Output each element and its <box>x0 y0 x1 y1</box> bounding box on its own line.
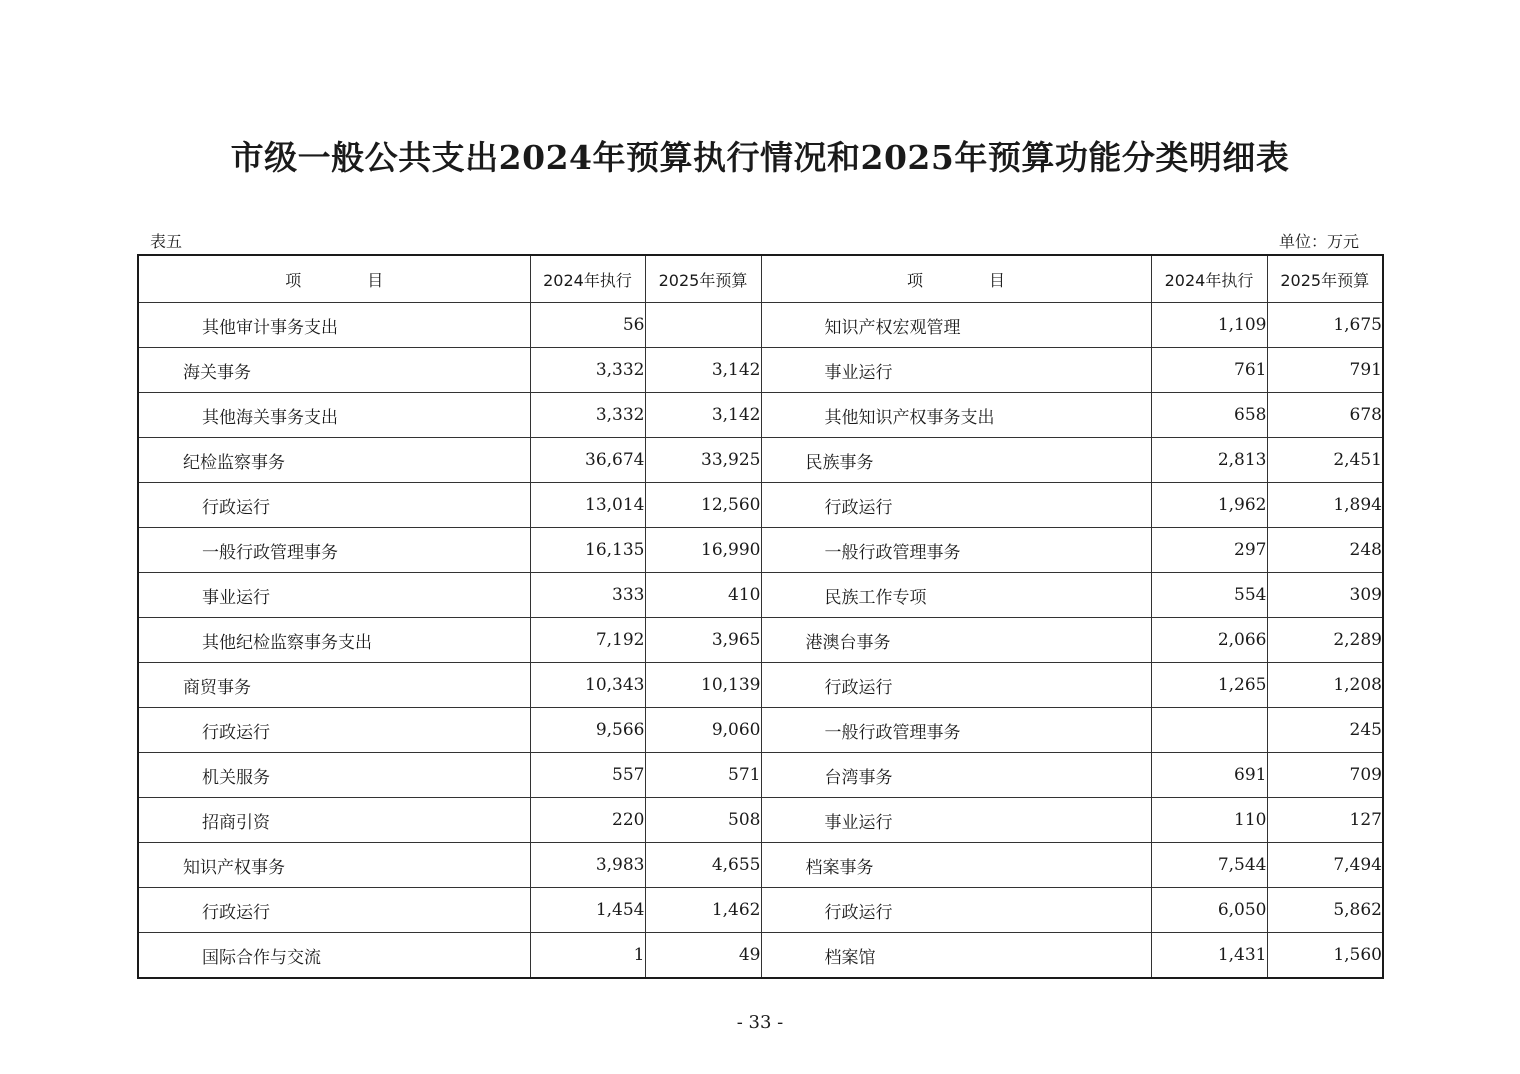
left-item-name: 海关事务 <box>138 348 530 393</box>
right-item-name: 港澳台事务 <box>761 618 1151 663</box>
right-item-name: 事业运行 <box>761 348 1151 393</box>
right-exec-2024: 1,265 <box>1151 663 1267 708</box>
right-exec-2024: 1,109 <box>1151 303 1267 348</box>
right-item-name: 行政运行 <box>761 888 1151 933</box>
left-exec-2024: 7,192 <box>530 618 645 663</box>
right-item-name: 知识产权宏观管理 <box>761 303 1151 348</box>
right-exec-2024: 2,813 <box>1151 438 1267 483</box>
left-exec-2024: 13,014 <box>530 483 645 528</box>
right-budget-2025: 1,894 <box>1267 483 1383 528</box>
left-exec-2024: 3,983 <box>530 843 645 888</box>
right-item-name: 民族工作专项 <box>761 573 1151 618</box>
right-item-name: 行政运行 <box>761 663 1151 708</box>
page-title: 市级一般公共支出2024年预算执行情况和2025年预算功能分类明细表 <box>230 138 1290 177</box>
left-budget-2025: 508 <box>645 798 761 843</box>
page-number: - 33 - <box>736 1012 784 1033</box>
left-item-name: 招商引资 <box>138 798 530 843</box>
right-exec-2024: 110 <box>1151 798 1267 843</box>
left-item-name: 知识产权事务 <box>138 843 530 888</box>
right-exec-2024: 1,431 <box>1151 933 1267 979</box>
left-item-name: 机关服务 <box>138 753 530 798</box>
table-row <box>138 618 1383 663</box>
table-row <box>138 393 1383 438</box>
budget-table <box>137 254 1384 979</box>
left-item-name: 国际合作与交流 <box>138 933 530 979</box>
left-item-name: 其他纪检监察事务支出 <box>138 618 530 663</box>
left-exec-2024: 9,566 <box>530 708 645 753</box>
right-exec-2024: 2,066 <box>1151 618 1267 663</box>
right-budget-2025: 1,560 <box>1267 933 1383 979</box>
right-item-name: 台湾事务 <box>761 753 1151 798</box>
right-budget-2025: 248 <box>1267 528 1383 573</box>
right-exec-2024: 691 <box>1151 753 1267 798</box>
left-budget-2025: 3,965 <box>645 618 761 663</box>
right-exec-2024: 554 <box>1151 573 1267 618</box>
left-budget-2025: 16,990 <box>645 528 761 573</box>
table-row <box>138 573 1383 618</box>
table-row <box>138 708 1383 753</box>
left-budget-2025: 571 <box>645 753 761 798</box>
table-row <box>138 348 1383 393</box>
right-budget-2025: 127 <box>1267 798 1383 843</box>
header-budget-2025-left: 2025年预算 <box>645 255 761 303</box>
left-item-name: 行政运行 <box>138 708 530 753</box>
right-item-name: 一般行政管理事务 <box>761 708 1151 753</box>
left-budget-2025: 33,925 <box>645 438 761 483</box>
left-item-name: 商贸事务 <box>138 663 530 708</box>
table-row <box>138 438 1383 483</box>
right-budget-2025: 1,675 <box>1267 303 1383 348</box>
right-budget-2025: 678 <box>1267 393 1383 438</box>
table-row <box>138 528 1383 573</box>
left-exec-2024: 557 <box>530 753 645 798</box>
right-exec-2024: 297 <box>1151 528 1267 573</box>
left-exec-2024: 220 <box>530 798 645 843</box>
right-item-name: 档案事务 <box>761 843 1151 888</box>
left-item-name: 纪检监察事务 <box>138 438 530 483</box>
left-exec-2024: 16,135 <box>530 528 645 573</box>
left-exec-2024: 333 <box>530 573 645 618</box>
left-exec-2024: 1,454 <box>530 888 645 933</box>
left-item-name: 行政运行 <box>138 888 530 933</box>
table-row <box>138 303 1383 348</box>
left-item-name: 事业运行 <box>138 573 530 618</box>
header-item-right: 项 目 <box>761 255 1151 303</box>
right-budget-2025: 2,451 <box>1267 438 1383 483</box>
left-budget-2025: 49 <box>645 933 761 979</box>
left-exec-2024: 10,343 <box>530 663 645 708</box>
table-header-row <box>138 255 1383 303</box>
right-budget-2025: 245 <box>1267 708 1383 753</box>
left-exec-2024: 56 <box>530 303 645 348</box>
table-row <box>138 753 1383 798</box>
left-item-name: 其他审计事务支出 <box>138 303 530 348</box>
right-exec-2024: 6,050 <box>1151 888 1267 933</box>
right-budget-2025: 7,494 <box>1267 843 1383 888</box>
left-budget-2025: 3,142 <box>645 348 761 393</box>
right-exec-2024: 658 <box>1151 393 1267 438</box>
right-budget-2025: 309 <box>1267 573 1383 618</box>
right-exec-2024 <box>1151 708 1267 753</box>
left-exec-2024: 3,332 <box>530 393 645 438</box>
left-budget-2025: 3,142 <box>645 393 761 438</box>
unit-label: 单位：万元 <box>1279 232 1360 251</box>
left-budget-2025: 4,655 <box>645 843 761 888</box>
table-row <box>138 483 1383 528</box>
table-row <box>138 663 1383 708</box>
right-budget-2025: 791 <box>1267 348 1383 393</box>
right-budget-2025: 709 <box>1267 753 1383 798</box>
right-budget-2025: 2,289 <box>1267 618 1383 663</box>
left-exec-2024: 3,332 <box>530 348 645 393</box>
right-item-name: 档案馆 <box>761 933 1151 979</box>
right-exec-2024: 7,544 <box>1151 843 1267 888</box>
right-item-name: 其他知识产权事务支出 <box>761 393 1151 438</box>
left-budget-2025: 12,560 <box>645 483 761 528</box>
right-item-name: 一般行政管理事务 <box>761 528 1151 573</box>
table-row <box>138 888 1383 933</box>
header-item-left: 项 目 <box>138 255 530 303</box>
right-item-name: 行政运行 <box>761 483 1151 528</box>
left-budget-2025 <box>645 303 761 348</box>
header-exec-2024-left: 2024年执行 <box>530 255 645 303</box>
right-budget-2025: 5,862 <box>1267 888 1383 933</box>
left-item-name: 其他海关事务支出 <box>138 393 530 438</box>
header-budget-2025-right: 2025年预算 <box>1267 255 1383 303</box>
header-exec-2024-right: 2024年执行 <box>1151 255 1267 303</box>
left-item-name: 行政运行 <box>138 483 530 528</box>
left-exec-2024: 36,674 <box>530 438 645 483</box>
right-budget-2025: 1,208 <box>1267 663 1383 708</box>
right-item-name: 民族事务 <box>761 438 1151 483</box>
left-budget-2025: 9,060 <box>645 708 761 753</box>
left-budget-2025: 10,139 <box>645 663 761 708</box>
left-budget-2025: 1,462 <box>645 888 761 933</box>
table-row <box>138 933 1383 979</box>
right-exec-2024: 761 <box>1151 348 1267 393</box>
table-row <box>138 843 1383 888</box>
left-item-name: 一般行政管理事务 <box>138 528 530 573</box>
table-row <box>138 798 1383 843</box>
left-budget-2025: 410 <box>645 573 761 618</box>
table-number: 表五 <box>150 232 183 251</box>
left-exec-2024: 1 <box>530 933 645 979</box>
right-exec-2024: 1,962 <box>1151 483 1267 528</box>
right-item-name: 事业运行 <box>761 798 1151 843</box>
